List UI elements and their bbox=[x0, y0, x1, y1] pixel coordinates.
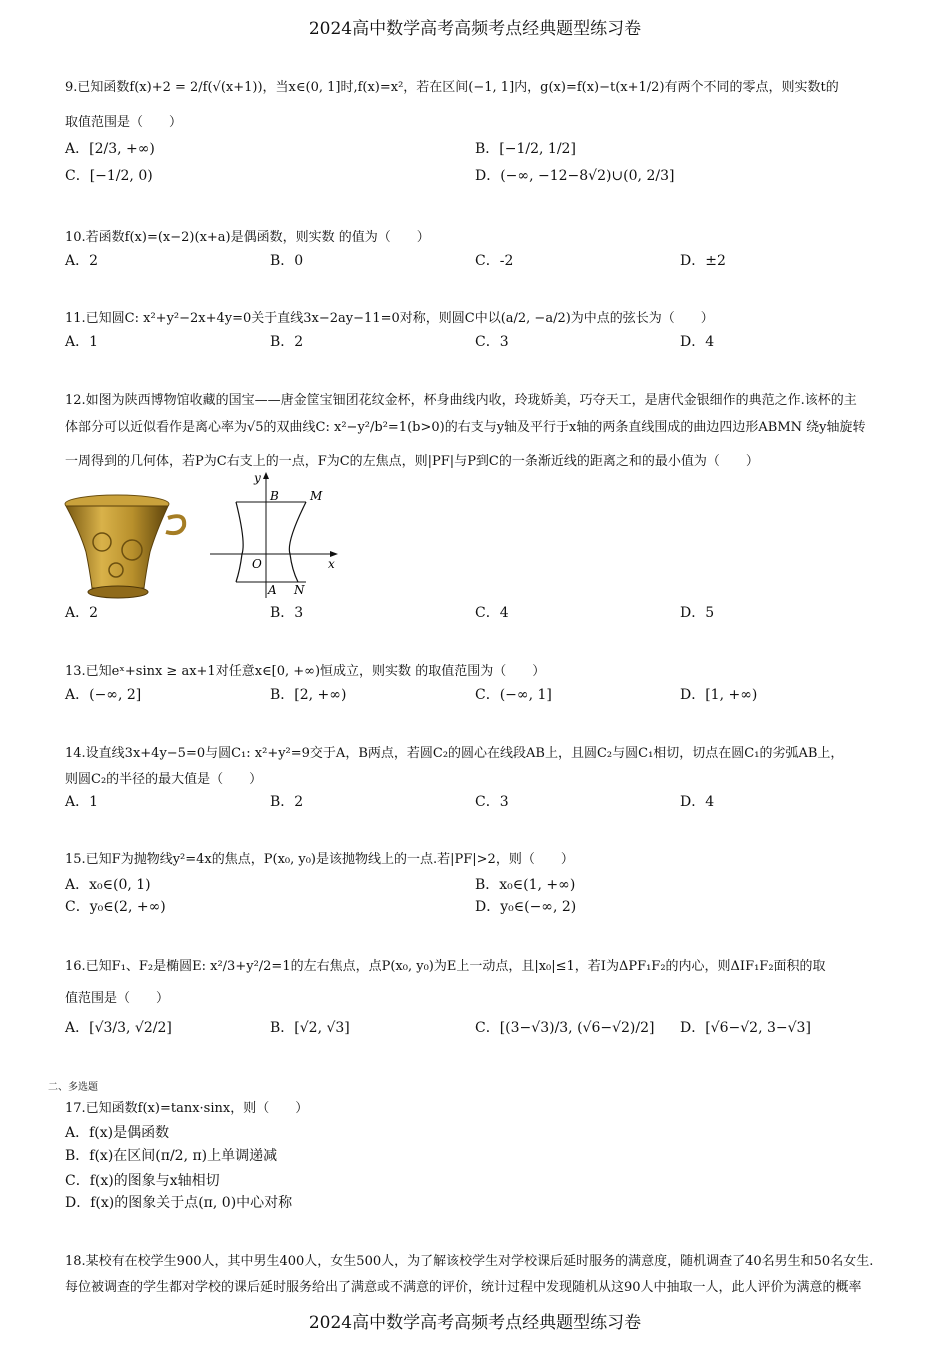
hyperbola-left-branch bbox=[236, 502, 243, 582]
question-12-option-a: A．2 bbox=[65, 605, 99, 621]
question-11-option-d: D．4 bbox=[680, 334, 715, 350]
question-12-stem-cont: 体部分可以近似看作是离心率为√5的双曲线C: x²−y²/b²=1(b>0)的右支与y轴及平行于x轴的两条直线围成的曲边四边形ABMN 绕y轴旋转 bbox=[65, 420, 866, 435]
label-n: N bbox=[294, 583, 305, 597]
question-13-option-a: A．(−∞, 2] bbox=[65, 687, 142, 703]
question-12-option-b: B．3 bbox=[270, 605, 304, 621]
question-16-option-a: A．[√3/3, √2/2] bbox=[65, 1020, 172, 1036]
question-14-stem-cont: 则圆C₂的半径的最大值是（ ） bbox=[65, 772, 263, 787]
question-13-option-d: D．[1, +∞) bbox=[680, 687, 758, 703]
question-9-stem-cont: 取值范围是（ ） bbox=[65, 115, 183, 130]
question-15-stem: 15.已知F为抛物线y²=4x的焦点，P(x₀, y₀)是该抛物线上的一点.若|PF|>2，则（ ） bbox=[65, 852, 574, 867]
question-18-stem-cont: 每位被调查的学生都对学校的课后延时服务给出了满意或不满意的评价，统计过程中发现随机从这90人中抽取一人，此人评价为满意的概率 bbox=[65, 1280, 862, 1295]
question-15-option-c: C．y₀∈(2, +∞) bbox=[65, 899, 166, 915]
question-17-option-b: B．f(x)在区间(π/2, π)上单调递减 bbox=[65, 1148, 278, 1164]
question-9-stem: 9.已知函数f(x)+2 = 2/f(√(x+1))，当x∈(0, 1]时,f(x)=x²，若在区间(−1, 1]内，g(x)=f(x)−t(x+1/2)有两个不同的零点，则实数t的 bbox=[65, 80, 839, 95]
question-16-stem-cont: 值范围是（ ） bbox=[65, 991, 170, 1006]
question-16-stem: 16.已知F₁、F₂是椭圆E: x²/3+y²/2=1的左右焦点，点P(x₀, y₀)为E上一动点，且|x₀|≤1，若I为ΔPF₁F₂的内心，则ΔIF₁F₂面积的取 bbox=[65, 959, 826, 974]
question-15-option-d: D．y₀∈(−∞, 2) bbox=[475, 899, 577, 915]
golden-cup-image bbox=[62, 492, 190, 602]
question-9-option-d: D．(−∞, −12−8√2)∪(0, 2/3] bbox=[475, 168, 675, 184]
question-14-option-b: B．2 bbox=[270, 794, 304, 810]
question-13-option-c: C．(−∞, 1] bbox=[475, 687, 552, 703]
question-9-option-b: B．[−1/2, 1/2] bbox=[475, 141, 576, 157]
question-14-option-a: A．1 bbox=[65, 794, 99, 810]
label-b: B bbox=[270, 489, 279, 503]
y-axis-arrow bbox=[263, 472, 269, 479]
question-10-option-a: A．2 bbox=[65, 253, 99, 269]
question-11-option-b: B．2 bbox=[270, 334, 304, 350]
question-15-option-a: A．x₀∈(0, 1) bbox=[65, 877, 151, 893]
question-14-option-c: C．3 bbox=[475, 794, 509, 810]
question-17-option-c: C．f(x)的图象与x轴相切 bbox=[65, 1173, 220, 1189]
hyperbola-solid-figure bbox=[208, 470, 348, 600]
question-14-stem: 14.设直线3x+4y−5=0与圆C₁: x²+y²=9交于A，B两点，若圆C₂的圆心在线段AB上，且圆C₂与圆C₁相切，切点在圆C₁的劣弧AB上， bbox=[65, 746, 844, 761]
question-10-stem: 10.若函数f(x)=(x−2)(x+a)是偶函数，则实数 的值为（ ） bbox=[65, 230, 430, 245]
question-11-option-c: C．3 bbox=[475, 334, 509, 350]
label-m: M bbox=[310, 489, 323, 503]
question-12-option-d: D．5 bbox=[680, 605, 715, 621]
question-12-stem-cont2: 一周得到的几何体，若P为C右支上的一点，F为C的左焦点，则|PF|与P到C的一条渐近线的距离之和的最小值为（ ） bbox=[65, 454, 759, 469]
question-14-option-d: D．4 bbox=[680, 794, 715, 810]
hyperbola-right-branch bbox=[289, 502, 306, 582]
question-16-option-b: B．[√2, √3] bbox=[270, 1020, 350, 1036]
page-header: 2024高中数学高考高频考点经典题型练习卷 bbox=[308, 19, 642, 39]
label-o: O bbox=[252, 557, 262, 571]
page-footer: 2024高中数学高考高频考点经典题型练习卷 bbox=[308, 1313, 642, 1333]
label-a: A bbox=[268, 583, 277, 597]
question-15-option-b: B．x₀∈(1, +∞) bbox=[475, 877, 576, 893]
question-16-option-c: C．[(3−√3)/3, (√6−√2)/2] bbox=[475, 1020, 655, 1036]
question-10-option-c: C．-2 bbox=[475, 253, 514, 269]
question-12-option-c: C．4 bbox=[475, 605, 509, 621]
question-18-stem: 18.某校有在校学生900人，其中男生400人，女生500人，为了解该校学生对学校课后延时服务的满意度，随机调查了40名男生和50名女生. bbox=[65, 1254, 874, 1269]
label-x: x bbox=[328, 557, 335, 571]
question-13-stem: 13.已知eˣ+sinx ≥ ax+1对任意x∈[0, +∞)恒成立，则实数 的取值范围为（ ） bbox=[65, 664, 546, 679]
question-9-option-a: A．[2/3, +∞) bbox=[65, 141, 155, 157]
question-17-option-d: D．f(x)的图象关于点(π, 0)中心对称 bbox=[65, 1195, 293, 1211]
question-11-stem: 11.已知圆C: x²+y²−2x+4y=0关于直线3x−2ay−11=0对称，则圆C中以(a/2, −a/2)为中点的弦长为（ ） bbox=[65, 311, 714, 326]
question-13-option-b: B．[2, +∞) bbox=[270, 687, 347, 703]
question-16-option-d: D．[√6−√2, 3−√3] bbox=[680, 1020, 811, 1036]
question-12-stem: 12.如图为陕西博物馆收藏的国宝——唐金筐宝钿团花纹金杯，杯身曲线内收，玲珑娇美，巧夺天工，是唐代金银细作的典范之作.该杯的主 bbox=[65, 393, 857, 408]
question-17-stem: 17.已知函数f(x)=tanx·sinx，则（ ） bbox=[65, 1101, 309, 1116]
question-11-option-a: A．1 bbox=[65, 334, 99, 350]
question-9-option-c: C．[−1/2, 0) bbox=[65, 168, 153, 184]
section-heading-multi-choice: 二、多选题 bbox=[48, 1082, 98, 1093]
question-10-option-d: D．±2 bbox=[680, 253, 726, 269]
question-10-option-b: B．0 bbox=[270, 253, 304, 269]
label-y: y bbox=[254, 471, 261, 485]
question-17-option-a: A．f(x)是偶函数 bbox=[65, 1125, 170, 1141]
